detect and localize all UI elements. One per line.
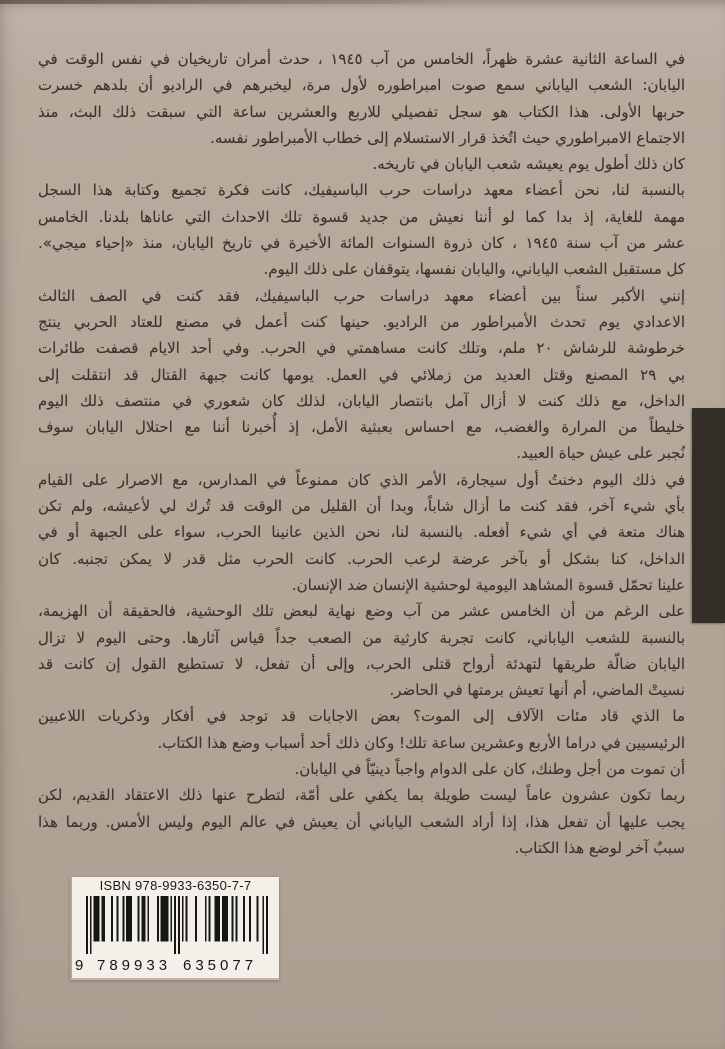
text-line: علينا تحمّل قسوة المشاهد اليومية لوحشية الإنسان ضد الإنسان. <box>291 575 685 594</box>
barcode-digit-first: 9 <box>75 957 84 974</box>
text-line: اليابان ضالّة طريقها لتهدئة أرواح قتلى الحرب، وإلى أن تفعل، لا تستطيع القول إن كانت قد <box>38 654 685 673</box>
text-line: كل مستقبل الشعب الياباني، واليابان نفسها، يتوقفان على ذلك اليوم. <box>263 260 685 279</box>
text-line: نُجبر على عيش حياة العبيد. <box>516 444 685 463</box>
text-line: في الساعة الثانية عشرة ظهراً، الخامس من آب ١٩٤٥ ، حدث أمران تاريخيان في نفس الوقت في <box>38 50 685 68</box>
text-line: الاعدادي يوم تحدث الأمبراطور من الراديو. حينها كنت أعمل في مصنع للعتاد الحربي ينتج <box>38 312 685 331</box>
text-line: الرئيسيين في دراما الأربع وعشرين ساعة تلك! وكان ذلك أحد أسباب وضع هذا الكتاب. <box>157 733 685 752</box>
text-line: إنني الأكبر سناً بين أعضاء معهد دراسات حرب الباسيفيك، فقد كنت في الصف الثالث <box>38 286 685 305</box>
paragraph <box>38 283 685 467</box>
text-line: يجب عليها أن تفعل هذا، إذا أراد الشعب الياباني أن يعيش في عالم اليوم وليس الأمس. وربما هذا <box>38 812 685 831</box>
cover-black-band <box>692 408 725 623</box>
paragraph <box>38 782 685 861</box>
text-line: بأي شيء آخر، فقد كنت ما أزال شاباً، وبدا أن القليل من الوقت قد تُرك لي لأعيشه، ولم تكن <box>38 497 685 516</box>
text-line: مهمة للغاية، إذ بدا كما لو أننا نعيش من جديد قسوة تلك الاحداث التي عاناها بلدنا. الخامس <box>38 207 685 226</box>
barcode-digits-left: 789933 <box>97 957 172 974</box>
paragraph <box>38 177 685 282</box>
text-line: خليطاً من المرارة والغضب، مع احساس بعبثية الأمل، إذ أُخبرنا أننا مع احتلال اليابان سوف <box>38 418 685 437</box>
text-line: اليابان: الشعب الياباني سمع صوت امبراطوره لأول مرة، ليخبرهم في الراديو أن بلدهم خسرت <box>38 76 685 95</box>
text-line: أن تموت من أجل وطنك، كان على الدوام واجباً دينيّاً في اليابان. <box>294 760 685 779</box>
text-line: ربما تكون عشرون عاماً ليست طويلة بما يكفي على أمّة، لتطرح عنها ذلك الاعتقاد القديم، لكن <box>38 786 685 805</box>
barcode-icon <box>86 896 268 954</box>
text-line: بالنسبة للشعب الياباني، كانت تجربة كارثية من الصعب جداً قياس آثارها. وحتى اليوم لا تزال <box>38 628 685 647</box>
paragraph <box>38 151 685 177</box>
text-line: في ذلك اليوم دخنتُ أول سيجارة، الأمر الذي كان ممنوعاً في المدارس، مع الاصرار على القيام <box>38 470 685 489</box>
text-line: كان ذلك أطول يوم يعيشه شعب اليابان في تاريخه. <box>372 155 685 174</box>
isbn-sticker <box>70 877 279 980</box>
text-line: سببٌ آخر لوضع هذا الكتاب. <box>514 838 685 857</box>
blurb <box>38 46 685 861</box>
text-line: على الرغم من أن الخامس عشر من آب وضع نهاية لبعض تلك الوحشية، فالحقيقة أن الهزيمة، <box>38 602 685 621</box>
text-line: عشر من آب سنة ١٩٤٥ ، كان ذروة السنوات المائة الأخيرة في تاريخ اليابان، منذ «إحياء ميجي». <box>38 234 685 253</box>
paragraph <box>38 467 685 598</box>
text-line: نسيتْ الماضي، أم أنها تعيش برمتها في الحاضر. <box>389 681 685 700</box>
barcode-digits-right: 635077 <box>183 957 258 974</box>
text-line: بي ٢٩ المصنع وقتل العديد من زملائي في العمل. يومها كانت جبهة القتال قد انتقلت إلى <box>38 365 685 384</box>
text-line: هناك متعة في أي شيء أفعله. بالنسبة لنا، نحن الذين عانينا الحرب، سواء على الجبهة أو في <box>38 523 685 542</box>
paragraph <box>38 46 685 151</box>
isbn-label: ISBN 978-9933-6350-7-7 <box>99 878 252 893</box>
text-line: بالنسبة لنا، نحن أعضاء معهد دراسات حرب الباسيفيك، كانت فكرة تجميع وكتابة هذا السجل <box>38 181 685 200</box>
text-line: خرطوشة للرشاش ٢٠ ملم، وتلك كانت مساهمتي في الحرب. وفي أحد الايام قصفت طائرات <box>38 339 685 358</box>
text-line: ما الذي قاد مئات الآلاف إلى الموت؟ بعض الاجابات قد توجد في أفكار وذكريات اللاعبين <box>38 707 685 726</box>
paragraph <box>38 756 685 782</box>
paragraph <box>38 598 685 703</box>
text-line: حربها الأولى. هذا الكتاب هو سجل تفصيلي للاربع والعشرين ساعة التي سبقت ذلك البث، منذ <box>38 102 685 121</box>
paragraph <box>38 703 685 756</box>
text-line: الاجتماع الامبراطوري حيث اتُخذ قرار الاستسلام إلى خطاب الأمبراطور نفسه. <box>210 128 685 147</box>
text-line: الداخل، كنا بشكل أو بآخر عرضة لرعب الحرب. كانت الحرب مثل قدر لا يمكن تجنبه. كان <box>38 549 685 568</box>
text-line: الداخل، مع ذلك كنت لا أزال آمل بانتصار اليابان، لذلك كان شعوري في منتصف ذلك اليوم <box>38 391 685 410</box>
scan-top-edge-shadow <box>0 0 450 4</box>
